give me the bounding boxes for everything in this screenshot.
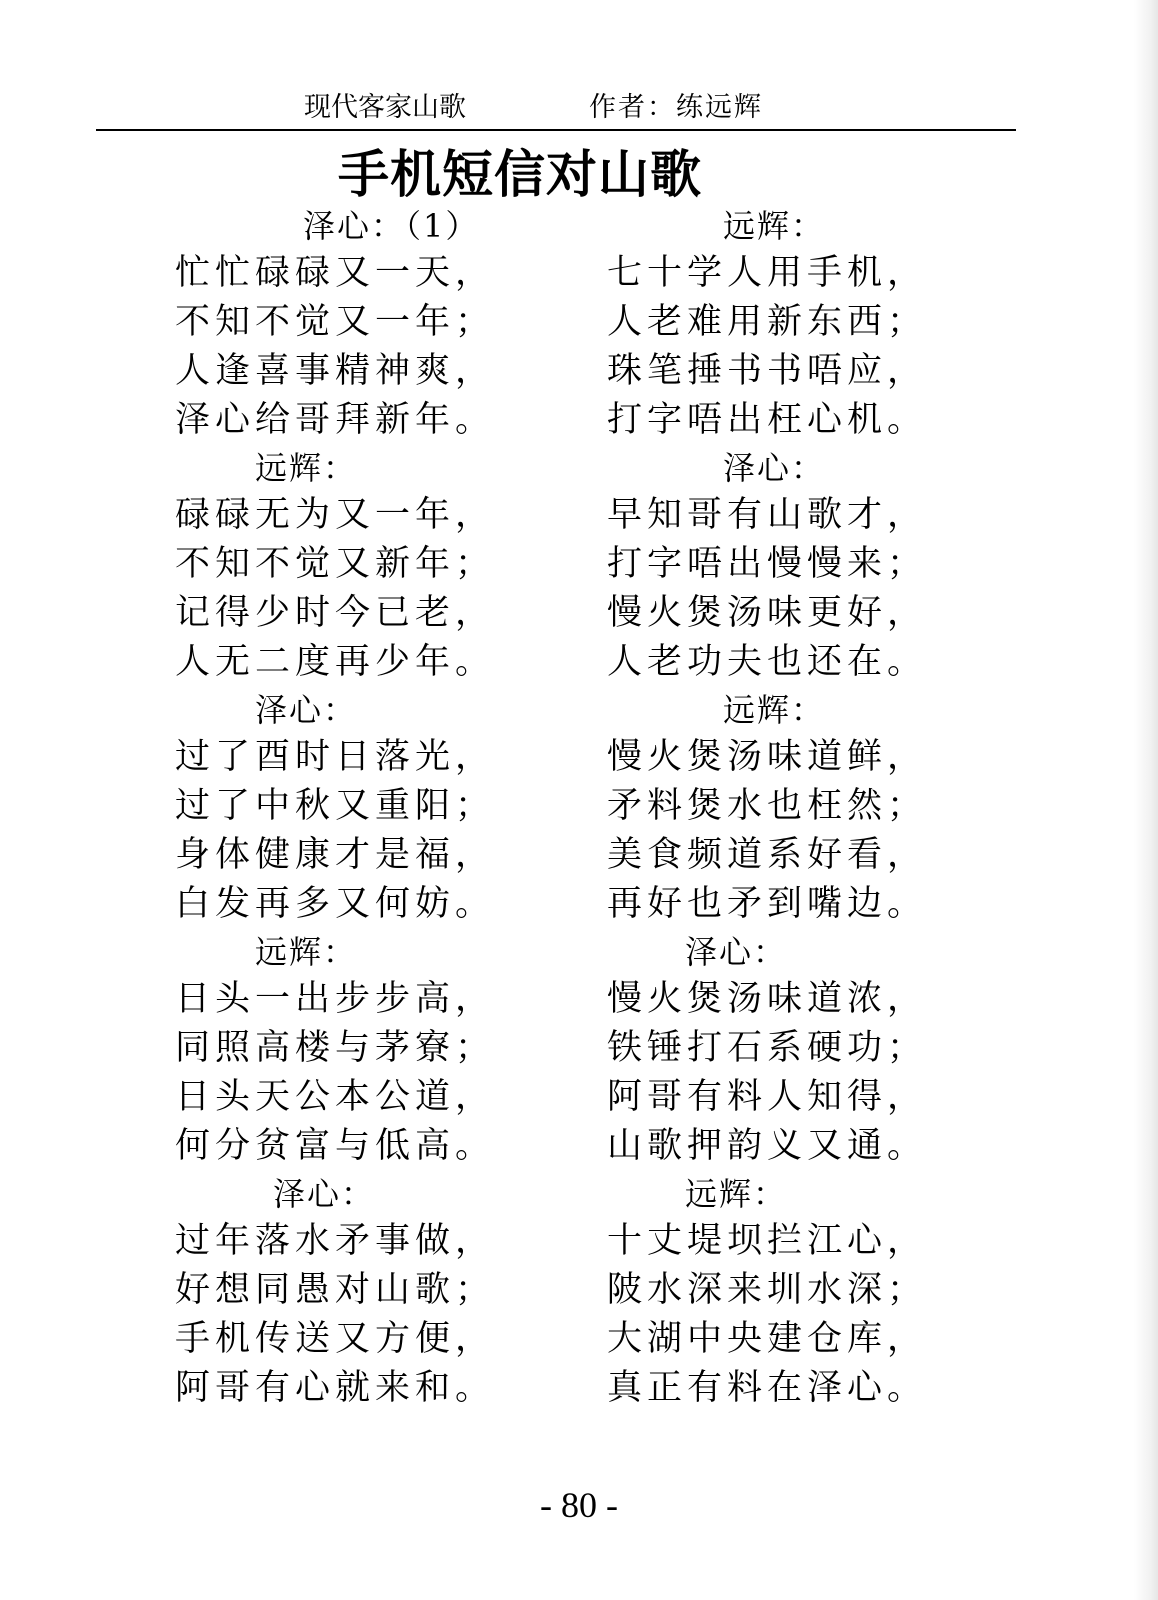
speaker-label: 远辉：: [723, 691, 826, 729]
verse-line: 白发再多又何妨。: [175, 884, 496, 924]
right-column: [607, 203, 1077, 1413]
verse-line: 泽心给哥拜新年。: [175, 400, 496, 440]
verse-line: 人老难用新东西；: [607, 302, 928, 342]
verse-line: 十丈堤坝拦江心，: [607, 1221, 928, 1261]
speaker-label: 远辉：: [723, 207, 826, 245]
stanza: [607, 929, 1077, 1171]
verse-line: 阿哥有心就来和。: [175, 1368, 496, 1408]
speaker-label: 远辉：: [255, 933, 358, 971]
speaker-label: 泽心：（1）: [303, 207, 480, 245]
verse-line: 真正有料在泽心。: [607, 1368, 928, 1408]
verse-line: 山歌押韵义又通。: [607, 1126, 928, 1166]
verse-line: 矛料煲水也枉然；: [607, 786, 928, 826]
verse-line: 早知哥有山歌才，: [607, 495, 928, 535]
verse-line: 不知不觉又新年；: [175, 544, 496, 584]
verse-line: 人逢喜事精神爽，: [175, 351, 496, 391]
author-credit: 作者：练远辉: [589, 92, 763, 123]
stanza: [175, 203, 645, 445]
stanza: [607, 445, 1077, 687]
verse-line: 慢火煲汤味更好，: [607, 593, 928, 633]
verse-line: 人老功夫也还在。: [607, 642, 928, 682]
running-header: [0, 88, 1158, 128]
verse-line: 同照高楼与茅寮；: [175, 1028, 496, 1068]
book-title: 现代客家山歌: [304, 92, 466, 123]
speaker-label: 泽心：: [255, 691, 358, 729]
verse-line: 不知不觉又一年；: [175, 302, 496, 342]
speaker-label: 泽心：: [685, 933, 788, 971]
verse-line: 慢火煲汤味道鲜，: [607, 737, 928, 777]
verse-line: 陂水深来圳水深；: [607, 1270, 928, 1310]
header-rule: [96, 129, 1016, 131]
poem-title: 手机短信对山歌: [337, 146, 702, 205]
verse-line: 好想同愚对山歌；: [175, 1270, 496, 1310]
verse-line: 日头一出步步高，: [175, 979, 496, 1019]
verse-line: 过年落水矛事做，: [175, 1221, 496, 1261]
verse-line: 慢火煲汤味道浓，: [607, 979, 928, 1019]
page-number: - 80 -: [540, 1485, 618, 1525]
verse-line: 美食频道系好看，: [607, 835, 928, 875]
page-edge-shadow: [1134, 0, 1158, 1600]
verse-line: 忙忙碌碌又一天，: [175, 253, 496, 293]
speaker-label: 泽心：: [723, 449, 826, 487]
stanza: [175, 445, 645, 687]
stanza: [607, 203, 1077, 445]
stanza: [607, 1171, 1077, 1413]
verse-line: 何分贫富与低高。: [175, 1126, 496, 1166]
verse-line: 铁锤打石系硬功；: [607, 1028, 928, 1068]
verse-line: 手机传送又方便，: [175, 1319, 496, 1359]
verse-line: 再好也矛到嘴边。: [607, 884, 928, 924]
verse-line: 大湖中央建仓库，: [607, 1319, 928, 1359]
verse-line: 珠笔捶书书唔应，: [607, 351, 928, 391]
verse-line: 打字唔出慢慢来；: [607, 544, 928, 584]
speaker-label: 泽心：: [273, 1175, 376, 1213]
speaker-label: 远辉：: [685, 1175, 788, 1213]
stanza: [607, 687, 1077, 929]
verse-line: 碌碌无为又一年，: [175, 495, 496, 535]
speaker-label: 远辉：: [255, 449, 358, 487]
verse-line: 阿哥有料人知得，: [607, 1077, 928, 1117]
stanza: [175, 687, 645, 929]
verse-line: 过了酉时日落光，: [175, 737, 496, 777]
verse-line: 七十学人用手机，: [607, 253, 928, 293]
verse-line: 身体健康才是福，: [175, 835, 496, 875]
verse-line: 打字唔出枉心机。: [607, 400, 928, 440]
stanza: [175, 1171, 645, 1413]
verse-line: 人无二度再少年。: [175, 642, 496, 682]
left-column: [175, 203, 645, 1413]
verse-line: 过了中秋又重阳；: [175, 786, 496, 826]
verse-line: 日头天公本公道，: [175, 1077, 496, 1117]
verse-line: 记得少时今已老，: [175, 593, 496, 633]
stanza: [175, 929, 645, 1171]
